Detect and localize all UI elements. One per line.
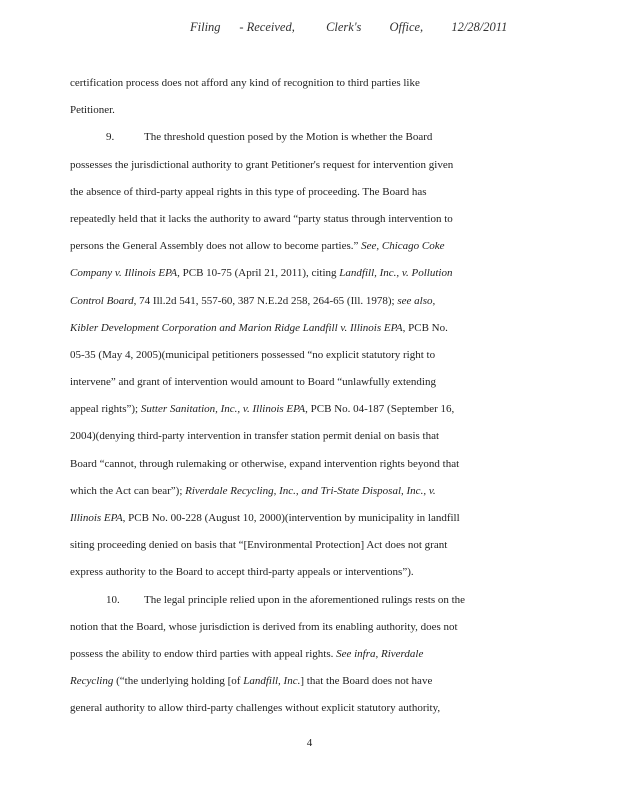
text-line bbox=[70, 315, 550, 342]
text-run: (“the underlying holding [of bbox=[113, 675, 244, 688]
text-run: , PCB No. 04-187 (September 16, bbox=[305, 403, 455, 416]
text-line: the absence of third-party appeal rights in this type of proceeding. The Board has bbox=[70, 185, 427, 198]
text-line: 05-35 (May 4, 2005)(municipal petitioners possessed “no explicit statutory right to bbox=[70, 348, 436, 361]
text-line: Board “cannot, through rulemaking or otherwise, expand intervention rights beyond that bbox=[70, 457, 460, 470]
case-citation: Illinois EPA bbox=[70, 512, 123, 524]
text-run: appeal rights”); bbox=[70, 403, 141, 416]
text-run: persons the General Assembly does not allow to become parties.” bbox=[70, 240, 362, 253]
text-run: , PCB No. bbox=[402, 321, 448, 334]
case-citation: Recycling bbox=[70, 675, 114, 688]
text-line bbox=[70, 641, 550, 668]
page-number: 4 bbox=[306, 737, 313, 749]
text-line bbox=[70, 668, 550, 695]
case-citation: Control Board bbox=[70, 294, 134, 307]
text-line bbox=[70, 396, 550, 423]
signal-phrase: see also, bbox=[397, 294, 436, 307]
case-citation: See infra, Riverdale bbox=[336, 647, 424, 660]
text-run: The threshold question posed by the Motion is whether the Board bbox=[144, 131, 433, 144]
paragraph-number: 9. bbox=[106, 131, 115, 144]
paragraph-number: 10. bbox=[106, 593, 120, 606]
paragraph-9-start bbox=[70, 124, 550, 151]
text-run: The legal principle relied upon in the aforementioned rulings rests on the bbox=[144, 593, 466, 606]
text-line bbox=[70, 260, 550, 287]
text-line: intervene” and grant of intervention would amount to Board “unlawfully extending bbox=[70, 376, 436, 389]
case-citation: See, Chicago Coke bbox=[361, 240, 445, 253]
text-line: repeatedly held that it lacks the authority to award “party status through intervention to bbox=[70, 212, 453, 225]
text-line: siting proceeding denied on basis that “[Environmental Protection] Act does not grant bbox=[70, 539, 448, 552]
text-line bbox=[70, 478, 550, 505]
header-clerks: Clerk's bbox=[326, 20, 362, 34]
document-body bbox=[70, 70, 550, 723]
case-citation: Kibler Development Corporation and Marion Ridge Landfill v. Illinois EPA bbox=[70, 321, 403, 334]
text-line: notion that the Board, whose jurisdiction is derived from its enabling authority, does not bbox=[70, 620, 458, 633]
text-line: certification process does not afford any kind of recognition to third parties like bbox=[70, 77, 420, 89]
header-received: - Received, bbox=[239, 20, 295, 34]
filing-stamp-header bbox=[190, 20, 507, 35]
case-citation: Landfill, Inc., v. Pollution bbox=[339, 267, 453, 280]
text-line: Petitioner. bbox=[70, 104, 115, 117]
text-run: which the Act can bear”); bbox=[70, 484, 186, 497]
text-line: 2004)(denying third-party intervention in transfer station permit denial on basis that bbox=[70, 430, 440, 443]
header-date: 12/28/2011 bbox=[451, 20, 508, 34]
case-citation: Sutter Sanitation, Inc., v. Illinois EPA bbox=[140, 403, 306, 416]
text-run: , PCB No. 00-228 (August 10, 2000)(intervention by municipality in landfill bbox=[122, 512, 460, 524]
header-filing: Filing bbox=[190, 20, 221, 34]
text-run: ] that the Board does not have bbox=[300, 675, 433, 688]
text-run: possess the ability to endow third parties with appeal rights. bbox=[70, 647, 337, 660]
text-line bbox=[70, 233, 550, 260]
paragraph-10-start bbox=[70, 587, 550, 614]
text-line: general authority to allow third-party challenges without explicit statutory authority, bbox=[70, 702, 441, 715]
header-office: Office, bbox=[389, 20, 424, 34]
text-run: , 74 Ill.2d 541, 557-60, 387 N.E.2d 258, 264-65 (Ill. 1978); bbox=[133, 294, 398, 307]
text-line bbox=[70, 505, 550, 532]
case-citation: Riverdale Recycling, Inc., and Tri-State Disposal, Inc., v. bbox=[185, 484, 436, 497]
case-citation: Company v. Illinois EPA bbox=[70, 267, 178, 280]
case-citation: Landfill, Inc. bbox=[243, 675, 301, 688]
text-line bbox=[70, 288, 550, 315]
text-line: possesses the jurisdictional authority to grant Petitioner's request for intervention given bbox=[70, 158, 454, 171]
text-line: express authority to the Board to accept third-party appeals or interventions”). bbox=[70, 566, 414, 579]
text-run: , PCB 10-75 (April 21, 2011), citing bbox=[177, 267, 340, 280]
